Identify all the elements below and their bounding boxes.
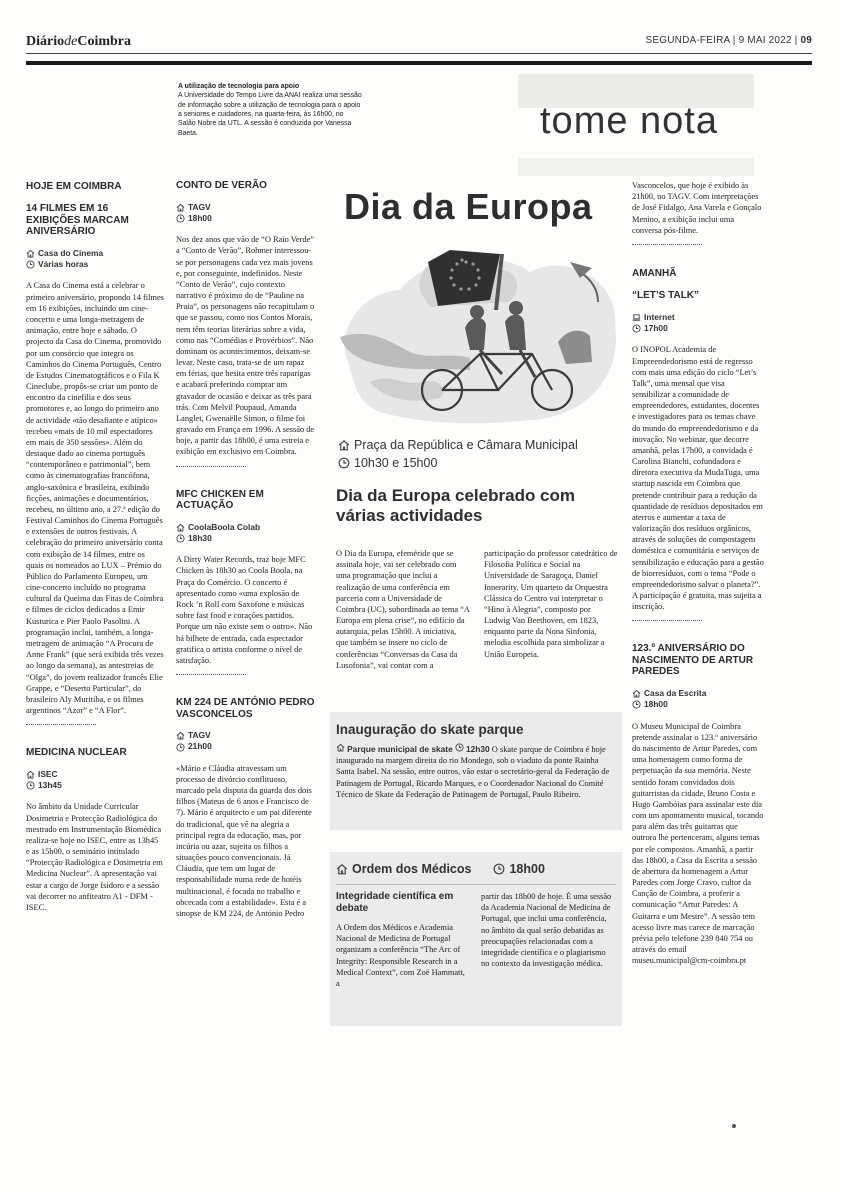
separator-dots — [632, 620, 702, 621]
home-icon — [336, 743, 345, 752]
article-title: “LET’S TALK” — [632, 290, 700, 302]
header-rule — [26, 53, 812, 54]
venue-text: Internet — [644, 311, 675, 322]
dateline — [646, 35, 812, 46]
time-text: 18h00 — [644, 699, 668, 710]
home-icon — [26, 249, 35, 258]
clock-icon — [26, 781, 35, 790]
clock-icon — [338, 457, 350, 469]
clock-icon — [632, 700, 641, 709]
article-body: O Museu Municipal de Coimbra pretende assinalar o 123.º aniversário do nascimento de Artur Paredes, com uma homenagem como forma de perpetuação da sua memória. Neste sentido foram convidados dois guitarristas da cidade, Bruno Costa e Hugo Gambóias para assinalar este dia com um apontamento musical, tocando para além das três guitarras que outrora lhe pertenceram, alguns temas por ele compostos. Amanhã, a partir das 18h00, a Casa da Escrita a sessão de abertura da homenagem a Artur Paredes com Jorge Cravo, cultor da Canção de Coimbra, a proferir a comunicação “Artur Paredes: A Guitarra e um Mestre”. A sessão tem acesso livre mas carece de marcação prévia pelo telefone 239 840 754 ou através do email museu.municipal@cm-coimbra.pt — [632, 721, 764, 966]
box-title: Inauguração do skate parque — [336, 722, 524, 737]
article-meta — [176, 522, 316, 545]
intro-heading: A utilização de tecnologia para apoio — [178, 83, 300, 90]
article-meta — [176, 202, 316, 225]
section-heading: HOJE EM COIMBRA — [26, 181, 122, 192]
feature-body — [336, 548, 618, 671]
article-meta — [632, 312, 764, 335]
skate-box — [330, 712, 622, 830]
article-title: CONTO DE VERÃO — [176, 180, 267, 191]
home-icon — [176, 203, 185, 212]
time-text: 13h45 — [38, 780, 62, 791]
box-columns — [336, 891, 614, 989]
clock-icon — [632, 324, 641, 333]
time-text: 10h30 e 15h00 — [354, 456, 438, 471]
venue-text: Ordem dos Médicos — [352, 862, 472, 876]
box-subtitle: Integridade científica em debate — [336, 891, 454, 914]
article-body: «Mário e Cláudia atravessam um processo de divórcio conflituoso, marcado pela disputa da guarda dos dois filhos (Mateus de 6 anos e Francisco de 7). Mário é arquitecto e um pai diferente do tradicional, que vê na alegria a principal regra da educação, mas, por incúria ou azar, sujeita os filhos a situações pouco convencionais. Já Cláudia, que tem um lugar de responsabilidade numa rede de hotéis multinacional, é focada no trabalho e obcecada com a estabilidade». Esta é a sinopse de KM 224, de António Pedro — [176, 763, 312, 918]
masthead-part: Diário — [26, 34, 65, 49]
intro-text: A Universidade do Tempo Livre da ANAI realiza uma sessão de informação sobre a utilização de tecnologia para o apoio a seniores e cuidadores, na quarta-feira, às 16h00, no Salão Nobre da UTL. A sessão é conduzida por Vanessa Baeta. — [178, 92, 362, 137]
box-meta — [336, 862, 622, 876]
box-body: O skate parque de Coimbra é hoje inaugurado na margem direita do rio Mondego, sob o viaduto da ponte Rainha Santa Isabel. Na sessão, entre outros, vão estar o secretário-geral da Federação de Patinagem de Portugal, Ricardo Marques, e o Coordenador Nacional do Comité Técnico de Skate da Federação de Patinagem de Portugal, Paulo Ribeiro. — [336, 745, 610, 799]
home-icon — [26, 770, 35, 779]
masthead-part: Coimbra — [77, 34, 131, 49]
article-title: MEDICINA NUCLEAR — [26, 747, 127, 759]
venue-text: CoolaBoola Colab — [188, 521, 261, 532]
box-body: partir das 18h00 de hoje. É uma sessão da Academia Nacional de Medicina de Portugal, que inclui uma conferência, no âmbito da qual serão debatidas as preocupações relacionadas com a integridade científica e o plagiarismo no contexto da investigação médica. — [481, 892, 612, 969]
home-icon — [176, 731, 185, 740]
medicos-box — [330, 852, 622, 1026]
article-title: 14 FILMES EM 16 EXIBIÇÕES MARCAM ANIVERSÁRIO — [26, 203, 129, 238]
box-column — [481, 891, 614, 989]
feature-title: Dia da Europa — [344, 186, 593, 227]
separator-dots — [26, 724, 96, 725]
clock-icon — [176, 214, 185, 223]
article-meta — [26, 248, 164, 271]
separator-dots — [176, 466, 246, 467]
column-hoje — [26, 180, 164, 913]
time-text: 12h30 — [465, 744, 490, 754]
venue-text: Parque municipal de skate — [347, 744, 453, 754]
home-icon — [336, 863, 348, 875]
bleed-through-strip — [518, 158, 754, 176]
venue-text: ISEC — [38, 768, 58, 779]
article-body: A Dirty Water Records, traz hoje MFC Chicken às 18h30 ao Coola Boola, na Praça do Comércio. O concerto é apresentado como «uma explosão de Rock ’n Roll com Saxofone e músicas sobre fast food e corações partidos. Porque um não existe sem o outro». Não há bilhete de entrada, cada espectador gratifica o artista conforme o nível de satisfação. — [176, 555, 313, 665]
article-body: O INOPOL Academia de Empreendedorismo está de regresso com mais uma edição do ciclo “Let’s Talk”, uma mensal que visa sensibilizar a comunidade de empreendedores, estudantes, docentes e investigadores para os temas chave do mundo do empreendedorismo e da inovação. No webinar, que decorre amanhã, pelas 17h00, a convidada é Carolina Bianchi, cofundadora e diretora executiva da MudaTuga, uma startup nascida em Coimbra que pretende contribuir para a redução da quantidade de resíduos depositados em aterros e aumentar a taxa de valorização dos resíduos orgânicos, através de soluções de compostagem doméstica e comunitária e serviços de sensibilização e educação para a gestão de biorresíduos, com o tema “Pode o empreendedorismo salvar o planeta?”. A participação é gratuita, mas sujeita a inscrição. — [632, 345, 764, 612]
feature-block — [330, 180, 622, 428]
article-body: Vasconcelos, que hoje é exibido às 21h00, no TAGV. Com interpretações de José Fidalgo, Ana Varela e Gonçalo Menino, a exibição inclui uma conversa pós-filme. — [632, 181, 762, 235]
article-title: KM 224 DE ANTÓNIO PEDRO VASCONCELOS — [176, 697, 315, 720]
article-body: No âmbito da Unidade Curricular Dosimetria e Protecção Radiológica do mestrado em Instrumentação Biomédica realiza-se hoje no ISEC, entre as 13h45 e as 15h00, o seminário intitulado “Protecção Radiológica e Dosimetria em Medicina Nuclear”. A apresentação vai estar a cargo de Jorge Isidoro e a sessão vai decorrer no anfiteatro A1 - DFM - ISEC. — [26, 802, 163, 912]
date-text: SEGUNDA-FEIRA | 9 MAI 2022 | — [645, 35, 798, 46]
clock-icon — [176, 743, 185, 752]
box-text — [336, 743, 614, 800]
box-divider — [336, 884, 616, 885]
venue-text: Casa da Escrita — [644, 687, 707, 698]
venue-text: Casa do Cinema — [38, 247, 104, 258]
article-title: MFC CHICKEN EM ACTUAÇÃO — [176, 488, 264, 512]
article-meta — [632, 688, 764, 711]
time-text: 18h00 — [509, 862, 545, 876]
europe-day-illustration — [330, 232, 622, 426]
time-text: 17h00 — [644, 323, 668, 333]
masthead — [26, 34, 131, 50]
clock-icon — [455, 743, 464, 752]
article-body: Nos dez anos que vão de “O Raio Verde” a “Conto de Verão”, Rohmer interessou-se por personagens cada vez mais jovens e, por conseguinte, indefinidos. Neste “Conto de Verão”, cujo contexto narrativo é próximo do de “Pauline na Praia”, os personagens não recapitulam o que se passou, como nos Contos Morais, nem têm teorias literárias sobre a vida, como nas “Comédias e Provérbios”. Não dominam os acontecimentos, deixam-se levar. Neste caso, trata-se de um rapaz em férias, que hesita entre três raparigas e acabará preferindo comprar um gravador de ocasião e deixar as três para trás. Com Melvil Poupaud, Amanda Langlet, Gwenaëlle Simon, o filme foi gravado em França em 1996. A sessão de hoje, a partir das 18h00, é uma estreia e exibição em exclusivo em Coimbra. — [176, 235, 315, 457]
time-text: 18h30 — [188, 532, 212, 543]
section-heading: AMANHÃ — [632, 267, 677, 279]
section-title: tome nota — [540, 100, 718, 142]
home-icon — [338, 439, 350, 451]
article-body: O Dia da Europa, efeméride que se assinala hoje, vai ser celebrado com uma programação que inclui a realização de uma conferência em parceria com a Universidade de Coimbra (UC), subordinada ao tema “A Europa em plena crise”, no edifício da autarquia, pelas 15h00. A iniciativa, que também se insere no ciclo de conferências “Conversas da Casa da Lusofonia”, vai contar com a participação do professor catedrático de Filosofia Política e Social na Universidade de Saragoça, Daniel Innerarity. Um quarteto da Orquestra Clássica do Centro vai interpretar o “Hino à Alegria”, composto por Ludwig Van Beethoven, em 1823, enquanto parte da Nona Sinfonia, melodia escolhida para simbolizar a União Europeia. — [336, 549, 618, 670]
time-text: 21h00 — [188, 741, 212, 752]
venue-text: TAGV — [188, 201, 211, 212]
time-text: Várias horas — [38, 259, 89, 270]
separator-dots — [176, 674, 246, 675]
page-number: 09 — [800, 35, 812, 46]
box-column — [336, 891, 469, 989]
feature-location — [338, 436, 578, 472]
clock-icon — [26, 260, 35, 269]
feature-headline: Dia da Europa celebrado com várias actividades — [336, 486, 576, 525]
clock-icon — [493, 863, 505, 875]
intro-note — [178, 82, 363, 138]
column-cinema — [176, 180, 316, 919]
venue-text: TAGV — [188, 730, 211, 741]
masthead-part: de — [64, 34, 78, 49]
header-bar — [26, 61, 812, 65]
article-title: 123.º ANIVERSÁRIO DO NASCIMENTO DE ARTUR PAREDES — [632, 643, 754, 678]
home-icon — [632, 689, 641, 698]
article-body: A Casa do Cinema está a celebrar o primeiro aniversário, propondo 14 filmes em 16 exibições, incluindo um cine-concerto e uma longa-metragem de animação, entre hoje e sábado. O projecto da Casa do Cinema, promovido por um consórcio que integra os Caminhos do Cinema Português, Centro de Estudos Cinematográficos e o Fila K Cineclube, propôs-se criar um ponto de encontro da cinefilia e dos seus promotores e, ao longo do primeiro ano de actividade «tão desafiante e atípico» recebeu «mais de 10 mil espectadores em mais de 350 sessões». Além do destaque dado ao cinema português “contemporâneo e patrimonial”, bem como às cinematografias francófona, anglo-saxónica e brasileira, exibindo ficções, animações e documentários, recebeu, no último ano, a 27.ª edição do Festival Caminhos do Cinema Português e extensões de outros festivais. A celebração do primeiro aniversário conta com exibição de 14 filmes, entre os quais os nomeados ao LUX – Prémio do Público do Parlamento Europeu, um cine-concerto incluído no programa cultural da Queima das Fitas de Coimbra e filmes de ciclos dedicados a Emir Kusturica e Pier Paolo Pasolini. A programação inclui, também, a longa-metragem de animação “A Procura de Anne Frank” (que será exibida três vezes ao longo da semana), as antestreias de “Olga”, do jovem realizador francês Elie Grappe, e “Deserto Particular”, do brasileiro Aly Muritiba, e os filmes argentinos “Azor” e “A Flor”. — [26, 281, 164, 716]
box-body: A Ordem dos Médicos e Academia Nacional de Medicina de Portugal organizam a conferência “The Arc of Integrity: Responsible Research in a Medical Context”, com Zoë Hammatt, a — [336, 923, 465, 988]
time-text: 18h00 — [188, 212, 212, 223]
article-meta — [176, 730, 316, 753]
column-amanha — [632, 180, 764, 966]
venue-text: Praça da República e Câmara Municipal — [354, 438, 578, 452]
home-icon — [176, 523, 185, 532]
clock-icon — [176, 534, 185, 543]
article-meta — [26, 769, 164, 792]
separator-dots — [632, 244, 702, 245]
page-header — [26, 30, 812, 54]
laptop-icon — [632, 313, 641, 322]
scan-mark — [732, 1124, 736, 1128]
